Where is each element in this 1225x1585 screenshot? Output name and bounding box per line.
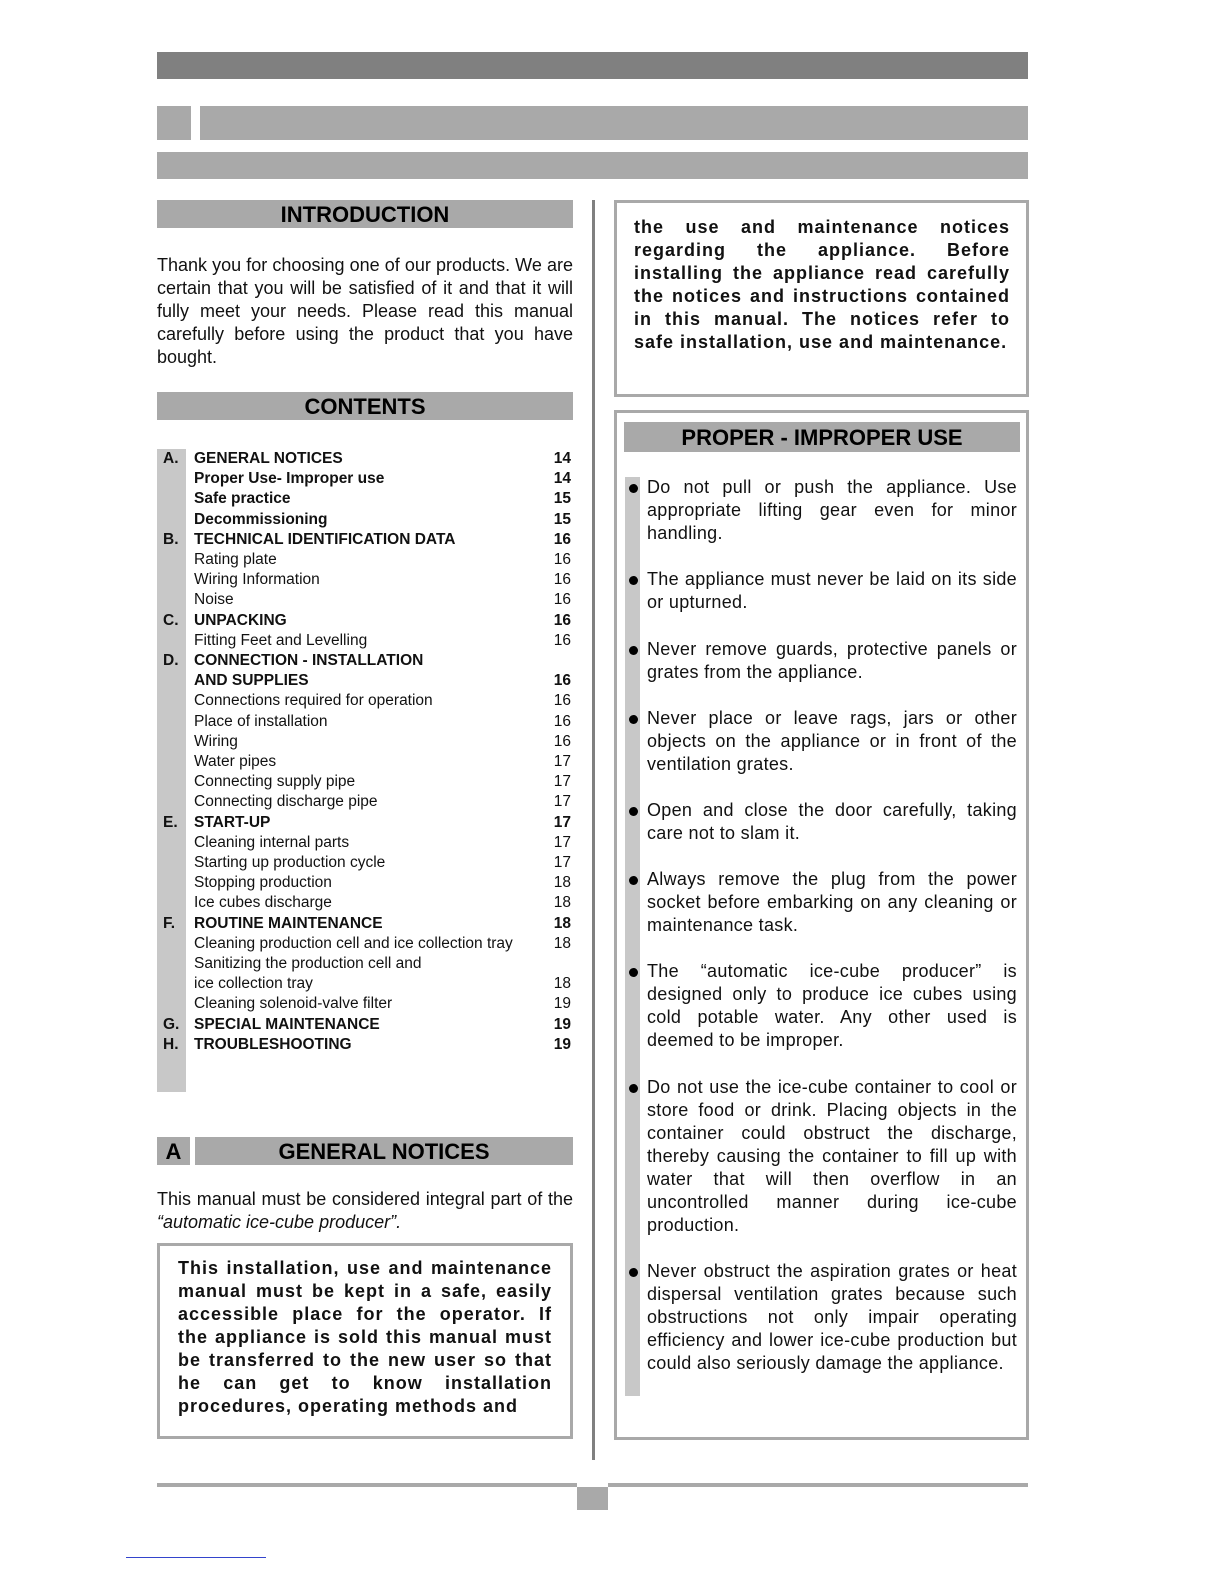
bottom-link-underline bbox=[126, 1557, 266, 1558]
toc-label: Connecting discharge pipe bbox=[194, 793, 378, 811]
toc-label: Connecting supply pipe bbox=[194, 773, 356, 791]
page-number-block bbox=[577, 1487, 608, 1510]
toc-page: 16 bbox=[553, 672, 571, 690]
general-notices-heading: GENERAL NOTICES bbox=[195, 1137, 573, 1165]
toc-label: Water pipes bbox=[194, 753, 277, 770]
toc-row bbox=[157, 752, 577, 772]
toc-row bbox=[157, 893, 577, 913]
proper-use-item: Never remove guards, protective panels or grates from the appliance. bbox=[647, 639, 1017, 682]
toc-letter: A. bbox=[163, 450, 179, 467]
toc-page: 16 bbox=[553, 530, 571, 548]
toc-page: 16 bbox=[553, 692, 571, 710]
toc-page: 15 bbox=[553, 490, 571, 508]
toc-page: 18 bbox=[553, 894, 571, 912]
bullet-dot-icon bbox=[629, 576, 638, 585]
toc-label: Wiring bbox=[194, 732, 238, 750]
toc-letter: H. bbox=[163, 1035, 179, 1053]
toc-row bbox=[157, 631, 577, 651]
toc-label: Connections required for operation bbox=[194, 692, 433, 710]
toc-page: 16 bbox=[553, 611, 571, 629]
proper-use-item: Never obstruct the aspiration grates or heat dispersal ventilation grates because such obstructions not only impair operating efficiency and lower ice-cube production but could also seriously damage the appliance. bbox=[647, 1261, 1017, 1373]
toc-label: Cleaning solenoid-valve filter bbox=[194, 995, 393, 1013]
toc-row bbox=[157, 469, 577, 489]
general-notices-text bbox=[157, 1188, 573, 1234]
toc-page: 19 bbox=[553, 995, 571, 1013]
toc-page: 17 bbox=[553, 753, 571, 770]
toc-row bbox=[157, 510, 577, 530]
toc-row bbox=[157, 671, 577, 691]
introduction-heading: INTRODUCTION bbox=[157, 200, 573, 228]
bullet-dot-icon bbox=[629, 876, 638, 885]
proper-use-item: Open and close the door carefully, taking care not to slam it. bbox=[647, 800, 1017, 843]
footer-line-left bbox=[157, 1483, 577, 1487]
toc-letter: B. bbox=[163, 530, 179, 548]
toc-page: 16 bbox=[553, 631, 571, 649]
proper-use-item: Never place or leave rags, jars or other objects on the appliance or in front of the ventilation grates. bbox=[647, 708, 1017, 774]
proper-use-item: The “automatic ice-cube producer” is designed only to produce ice cubes using cold potable water. Any other used is deemed to be improper. bbox=[647, 961, 1017, 1050]
toc-row bbox=[157, 934, 577, 954]
toc-letter: C. bbox=[163, 611, 179, 629]
toc-letter: G. bbox=[163, 1015, 180, 1033]
toc-page: 17 bbox=[553, 833, 571, 851]
product-name-italic: “automatic ice-cube producer”. bbox=[157, 1212, 402, 1232]
toc-page: 19 bbox=[553, 1015, 571, 1033]
toc-label: GENERAL NOTICES bbox=[194, 450, 343, 467]
toc-row bbox=[157, 873, 577, 893]
toc-page: 14 bbox=[553, 450, 571, 467]
toc-label: Stopping production bbox=[194, 874, 332, 892]
toc-label: Starting up production cycle bbox=[194, 854, 386, 871]
toc-letter: E. bbox=[163, 813, 178, 831]
general-notices-text-start: This manual must be considered integral part of the bbox=[157, 1189, 573, 1209]
contents-heading: CONTENTS bbox=[157, 392, 573, 420]
toc-page: 16 bbox=[553, 732, 571, 750]
general-notices-letter: A bbox=[157, 1137, 190, 1165]
bullet-dot-icon bbox=[629, 715, 638, 724]
proper-use-item: Do not use the ice-cube container to cool or store food or drink. Placing objects in the container could obstruct the discharge, thereby causing the container to fill up with water that will then overflow in an uncontrolled manner during ice-cube production. bbox=[647, 1077, 1017, 1235]
toc-label: Decommissioning bbox=[194, 510, 328, 528]
toc-row bbox=[157, 530, 577, 550]
toc-page: 16 bbox=[553, 551, 571, 568]
section-number-block bbox=[157, 106, 191, 140]
toc-row bbox=[157, 974, 577, 994]
toc-page: 17 bbox=[553, 854, 571, 871]
toc-row bbox=[157, 833, 577, 853]
toc-row bbox=[157, 772, 577, 792]
toc-page: 19 bbox=[553, 1035, 571, 1053]
toc-row bbox=[157, 550, 577, 570]
toc-page: 18 bbox=[553, 934, 571, 952]
bullet-dot-icon bbox=[629, 807, 638, 816]
proper-use-item: The appliance must never be laid on its side or upturned. bbox=[647, 569, 1017, 612]
notice-box-right-text: the use and maintenance notices regarding the appliance. Before installing the appliance read carefully the notices and instructions contained in this manual. The notices refer to safe installation, use and maintenance. bbox=[634, 217, 1010, 352]
top-dark-bar bbox=[157, 52, 1028, 79]
toc-row bbox=[157, 449, 577, 469]
bullet-dot-icon bbox=[629, 1268, 638, 1277]
toc-row bbox=[157, 954, 577, 974]
toc-row bbox=[157, 1015, 577, 1035]
toc-row bbox=[157, 489, 577, 509]
toc-page: 16 bbox=[553, 712, 571, 730]
proper-use-side-strip bbox=[625, 477, 640, 1396]
toc-label: UNPACKING bbox=[194, 611, 287, 629]
toc-row bbox=[157, 792, 577, 812]
toc-row bbox=[157, 813, 577, 833]
toc-label: CONNECTION - INSTALLATION bbox=[194, 652, 424, 669]
toc-row bbox=[157, 732, 577, 752]
toc-label: START-UP bbox=[194, 813, 271, 831]
toc-label: Safe practice bbox=[194, 490, 291, 508]
toc-label: Proper Use- Improper use bbox=[194, 470, 385, 488]
toc-row bbox=[157, 590, 577, 610]
toc-label: TROUBLESHOOTING bbox=[194, 1035, 352, 1053]
bullet-dot-icon bbox=[629, 646, 638, 655]
bullet-dot-icon bbox=[629, 484, 638, 493]
toc-row bbox=[157, 570, 577, 590]
toc-page: 17 bbox=[553, 773, 571, 791]
toc-label: Cleaning internal parts bbox=[194, 833, 350, 851]
toc-letter: D. bbox=[163, 652, 179, 669]
toc-label: Fitting Feet and Levelling bbox=[194, 631, 368, 649]
column-divider bbox=[592, 200, 595, 1460]
toc-letter: F. bbox=[163, 914, 176, 932]
section-title-bar bbox=[200, 106, 1028, 140]
toc-page: 14 bbox=[553, 470, 571, 488]
toc-row bbox=[157, 853, 577, 873]
toc-row bbox=[157, 994, 577, 1014]
toc-label: AND SUPPLIES bbox=[194, 672, 309, 690]
footer-line-right bbox=[608, 1483, 1028, 1487]
toc-label: Ice cubes discharge bbox=[194, 894, 332, 912]
toc-label: Cleaning production cell and ice collection tray bbox=[194, 934, 513, 952]
toc-label: Wiring Information bbox=[194, 571, 320, 589]
toc-page: 18 bbox=[553, 975, 571, 993]
introduction-text: Thank you for choosing one of our products. We are certain that you will be satisfied of it and that it will fully meet your needs. Please read this manual carefully before using the product that you have bought. bbox=[157, 255, 573, 367]
toc-page: 17 bbox=[553, 813, 571, 831]
bullet-dot-icon bbox=[629, 1084, 638, 1093]
toc-page: 16 bbox=[553, 591, 571, 609]
toc-label: Sanitizing the production cell and bbox=[194, 955, 422, 972]
toc-row bbox=[157, 1035, 577, 1055]
toc-page: 17 bbox=[553, 793, 571, 811]
toc-row bbox=[157, 651, 577, 671]
toc-row bbox=[157, 611, 577, 631]
proper-use-heading: PROPER - IMPROPER USE bbox=[624, 422, 1020, 452]
bullet-dot-icon bbox=[629, 968, 638, 977]
toc-row bbox=[157, 914, 577, 934]
proper-use-item: Always remove the plug from the power socket before embarking on any cleaning or maintenance task. bbox=[647, 869, 1017, 935]
toc-label: SPECIAL MAINTENANCE bbox=[194, 1015, 380, 1033]
toc-row bbox=[157, 712, 577, 732]
toc-row bbox=[157, 691, 577, 711]
subtitle-bar bbox=[157, 152, 1028, 179]
toc-label: TECHNICAL IDENTIFICATION DATA bbox=[194, 530, 456, 548]
notice-box-left-text: This installation, use and maintenance manual must be kept in a safe, easily accessible place for the operator. If the appliance is sold this manual must be transferred to the new user so that he can get to know installation procedures, operating methods and bbox=[178, 1258, 552, 1416]
toc-page: 16 bbox=[553, 571, 571, 589]
toc-page: 18 bbox=[553, 874, 571, 892]
toc-label: ROUTINE MAINTENANCE bbox=[194, 914, 383, 932]
toc-page: 15 bbox=[553, 510, 571, 528]
toc-label: Rating plate bbox=[194, 551, 277, 568]
toc-label: ice collection tray bbox=[194, 975, 313, 993]
proper-use-item: Do not pull or push the appliance. Use appropriate lifting gear even for minor handling. bbox=[647, 477, 1017, 543]
toc-page: 18 bbox=[553, 914, 571, 932]
toc-label: Noise bbox=[194, 591, 234, 609]
toc-label: Place of installation bbox=[194, 712, 328, 730]
